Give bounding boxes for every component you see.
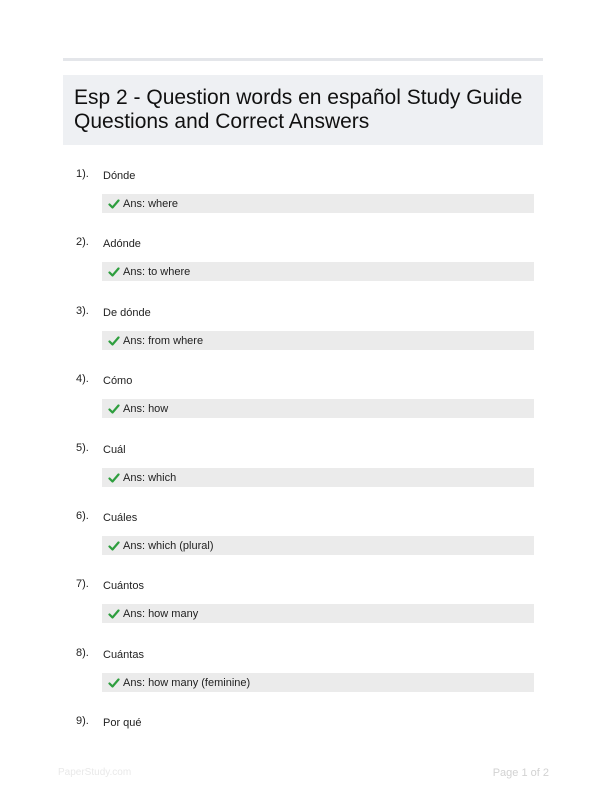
question-item xyxy=(0,510,606,570)
check-icon xyxy=(108,540,120,552)
answer-box xyxy=(102,604,534,623)
top-divider xyxy=(63,58,543,61)
question-number: 1). xyxy=(76,168,89,180)
answer-text: Ans: from where xyxy=(123,334,204,347)
question-number: 4). xyxy=(76,373,89,385)
question-number: 2). xyxy=(76,236,89,248)
question-number: 6). xyxy=(76,510,89,522)
answer-text: Ans: which (plural) xyxy=(123,539,214,552)
question-item xyxy=(0,442,606,502)
check-icon xyxy=(108,608,120,620)
question-text: Cuántas xyxy=(103,649,144,661)
check-icon xyxy=(108,266,120,278)
question-number: 3). xyxy=(76,305,89,317)
question-number: 5). xyxy=(76,442,89,454)
question-text: Cómo xyxy=(103,375,133,387)
question-number: 7). xyxy=(76,578,89,590)
answer-box xyxy=(102,194,534,213)
page-number: Page 1 of 2 xyxy=(492,767,549,779)
question-text: Dónde xyxy=(103,170,136,182)
question-item xyxy=(0,168,606,228)
title-box xyxy=(63,75,543,145)
page-title: Esp 2 - Question words en español Study Guide Questions and Correct Answers xyxy=(74,86,523,133)
question-item xyxy=(0,578,606,638)
answer-box xyxy=(102,331,534,350)
answer-box xyxy=(102,468,534,487)
check-icon xyxy=(108,472,120,484)
question-number: 9). xyxy=(76,715,89,727)
check-icon xyxy=(108,403,120,415)
check-icon xyxy=(108,198,120,210)
question-item xyxy=(0,236,606,296)
question-text: Cuál xyxy=(103,444,126,456)
answer-box xyxy=(102,262,534,281)
answer-box xyxy=(102,536,534,555)
answer-text: Ans: how many (feminine) xyxy=(123,676,251,689)
question-text: Por qué xyxy=(103,717,142,729)
question-text: Cuántos xyxy=(103,580,144,592)
answer-text: Ans: to where xyxy=(123,265,191,278)
answer-text: Ans: how many xyxy=(123,607,199,620)
question-item xyxy=(0,373,606,433)
answer-text: Ans: which xyxy=(123,471,177,484)
answer-text: Ans: where xyxy=(123,197,179,210)
question-text: Cuáles xyxy=(103,512,138,524)
answer-box xyxy=(102,673,534,692)
footer-brand: PaperStudy.com xyxy=(58,767,132,778)
question-text: Adónde xyxy=(103,238,141,250)
question-text: De dónde xyxy=(103,307,151,319)
question-number: 8). xyxy=(76,647,89,659)
check-icon xyxy=(108,677,120,689)
answer-box xyxy=(102,399,534,418)
question-item xyxy=(0,715,606,775)
check-icon xyxy=(108,335,120,347)
question-item xyxy=(0,647,606,707)
question-item xyxy=(0,305,606,365)
answer-text: Ans: how xyxy=(123,402,169,415)
